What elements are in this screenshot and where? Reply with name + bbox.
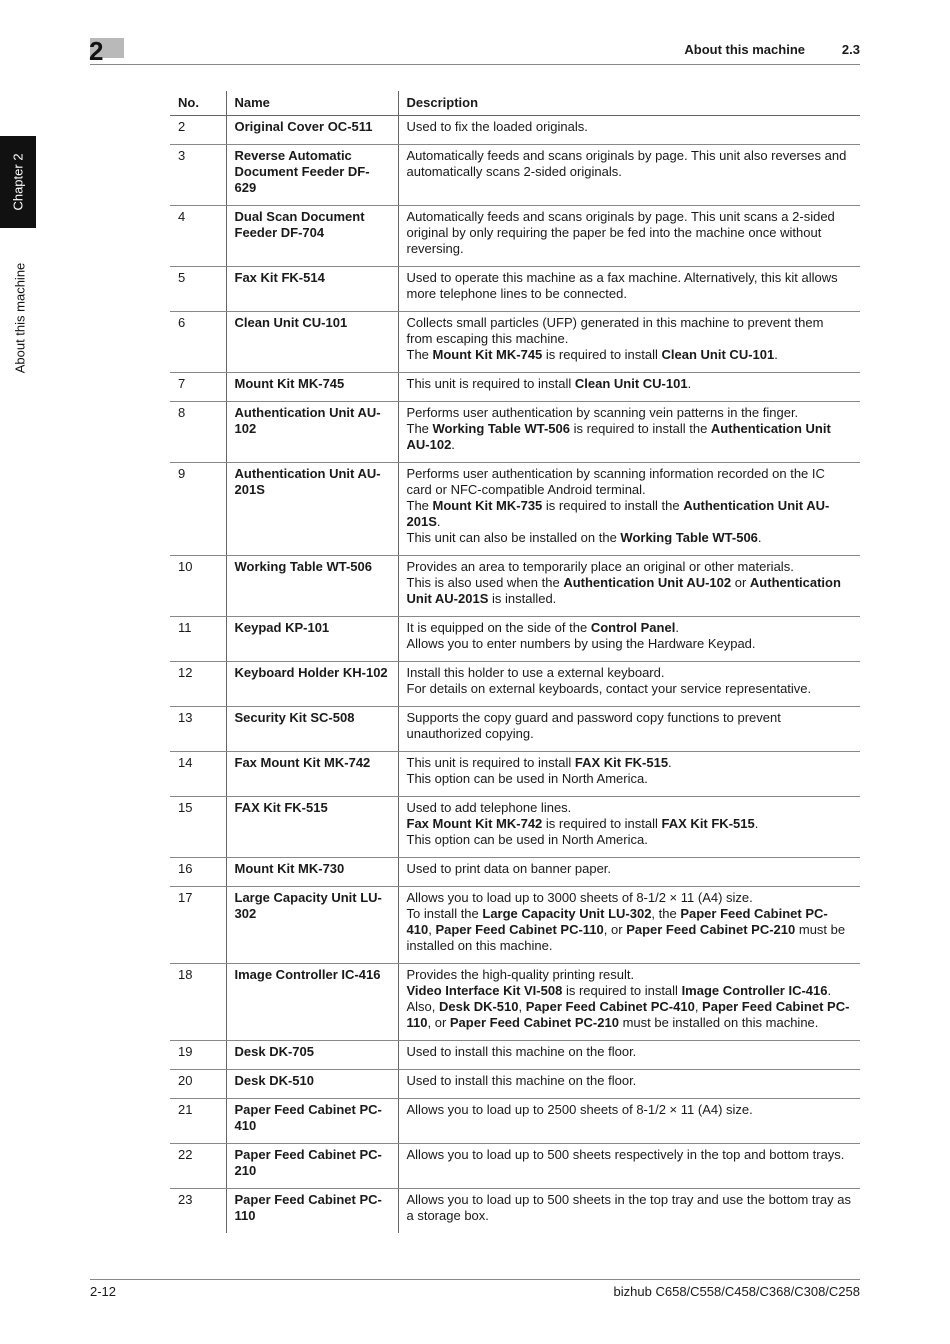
description-line (407, 1102, 853, 1118)
description-text: Allows you to enter numbers by using the Hardware Keypad. (406, 636, 756, 651)
description-text: must be installed on this machine. (618, 1015, 819, 1030)
option-description (398, 797, 860, 858)
row-number: 4 (170, 206, 226, 267)
description-text: Automatically feeds and scans originals by page. This unit scans a 2-sided original by only requiring the paper be fed into the machine once without reversing. (406, 209, 835, 256)
description-line (407, 1044, 853, 1060)
description-text: This unit is required to install (406, 755, 575, 770)
description-text: Used to fix the loaded originals. (406, 119, 588, 134)
row-number: 21 (170, 1099, 226, 1144)
description-line (407, 209, 853, 257)
table-row (170, 662, 860, 707)
description-text: Used to install this machine on the floor. (406, 1044, 637, 1059)
description-text: Used to operate this machine as a fax machine. Alternatively, this kit allows more telephone lines to be connected. (406, 270, 838, 301)
description-line (407, 119, 853, 135)
description-emphasis: Paper Feed Cabinet PC-110 (435, 922, 604, 937)
row-number: 15 (170, 797, 226, 858)
options-table (170, 91, 860, 1233)
option-name: Large Capacity Unit LU-302 (226, 887, 398, 964)
description-text: This option can be used in North America. (406, 771, 648, 786)
description-emphasis: Paper Feed Cabinet PC-210 (626, 922, 796, 937)
description-emphasis: Paper Feed Cabinet PC-410 (525, 999, 695, 1014)
option-name: Paper Feed Cabinet PC-210 (226, 1144, 398, 1189)
description-text: Allows you to load up to 2500 sheets of 8-1/2 × 11 (A4) size. (406, 1102, 753, 1117)
table-header-row (170, 91, 860, 116)
description-emphasis: Paper Feed Cabinet PC-210 (449, 1015, 619, 1030)
description-text: , (428, 922, 436, 937)
description-emphasis: Desk DK-510 (439, 999, 519, 1014)
description-line (407, 270, 853, 302)
footer-page-number: 2-12 (90, 1284, 117, 1299)
description-text: Used to add telephone lines. (406, 800, 572, 815)
option-description (398, 1070, 860, 1099)
description-line (407, 376, 853, 392)
table-row (170, 707, 860, 752)
option-description (398, 752, 860, 797)
table-row (170, 116, 860, 145)
description-text: must be installed on this machine. (406, 922, 846, 953)
description-line (407, 636, 853, 652)
option-name: Keyboard Holder KH-102 (226, 662, 398, 707)
description-text: , (694, 999, 703, 1014)
description-line (407, 575, 853, 607)
option-description (398, 267, 860, 312)
column-header-name: Name (226, 91, 398, 116)
description-text: is installed. (488, 591, 557, 606)
option-name: Keypad KP-101 (226, 617, 398, 662)
description-text: Performs user authentication by scanning vein patterns in the finger. (406, 405, 799, 420)
description-text: , the (651, 906, 681, 921)
description-text: . (668, 755, 672, 770)
description-text: is required to install the (570, 421, 711, 436)
table-body (170, 116, 860, 1234)
description-emphasis: Authentication Unit AU-102 (406, 421, 831, 452)
description-text: The (406, 347, 433, 362)
table-row (170, 1144, 860, 1189)
table-row (170, 373, 860, 402)
description-line (407, 148, 853, 180)
description-line (407, 498, 853, 530)
description-line (407, 771, 853, 787)
section-side-label: About this machine (12, 262, 28, 374)
option-description (398, 373, 860, 402)
description-text: To install the (406, 906, 483, 921)
row-number: 9 (170, 463, 226, 556)
option-name: Authentication Unit AU-201S (226, 463, 398, 556)
option-name: Reverse Automatic Document Feeder DF-629 (226, 145, 398, 206)
description-emphasis: Large Capacity Unit LU-302 (482, 906, 652, 921)
description-text: , (518, 999, 526, 1014)
description-text: Allows you to load up to 3000 sheets of 8-1/2 × 11 (A4) size. (406, 890, 753, 905)
row-number: 16 (170, 858, 226, 887)
description-text: This option can be used in North America. (406, 832, 648, 847)
table-row (170, 556, 860, 617)
table-row (170, 463, 860, 556)
description-text: Collects small particles (UFP) generated in this machine to prevent them from escaping this machine. (406, 315, 824, 346)
description-text: The (406, 498, 433, 513)
option-description (398, 617, 860, 662)
description-line (407, 710, 853, 742)
description-text: For details on external keyboards, contact your service representative. (406, 681, 812, 696)
description-line (407, 1147, 853, 1163)
option-description (398, 116, 860, 145)
table-row (170, 267, 860, 312)
description-text: . (436, 514, 441, 529)
option-description (398, 707, 860, 752)
description-emphasis: Image Controller IC-416 (681, 983, 828, 998)
option-name: Original Cover OC-511 (226, 116, 398, 145)
description-emphasis: FAX Kit FK-515 (574, 755, 669, 770)
description-emphasis: Paper Feed Cabinet PC-410 (406, 906, 828, 937)
chapter-number: 2 (89, 36, 104, 66)
description-line (407, 466, 853, 498)
description-emphasis: Paper Feed Cabinet PC-110 (406, 999, 850, 1030)
option-name: Fax Mount Kit MK-742 (226, 752, 398, 797)
description-emphasis: Video Interface Kit VI-508 (406, 983, 563, 998)
table-row (170, 312, 860, 373)
description-text: This unit can also be installed on the (406, 530, 621, 545)
description-text: , or (427, 1015, 450, 1030)
description-line (407, 530, 853, 546)
description-line (407, 405, 853, 421)
table-row (170, 617, 860, 662)
header-title: About this machine (684, 42, 805, 57)
row-number: 8 (170, 402, 226, 463)
description-line (407, 347, 853, 363)
description-text: . (754, 816, 759, 831)
description-emphasis: Authentication Unit AU-201S (406, 498, 830, 529)
description-text: Automatically feeds and scans originals by page. This unit also reverses and automatically scans 2-sided originals. (406, 148, 847, 179)
column-header-no: No. (170, 91, 226, 116)
description-text: is required to install (542, 816, 662, 831)
option-description (398, 1144, 860, 1189)
description-line (407, 315, 853, 347)
description-line (407, 755, 853, 771)
description-text: is required to install (562, 983, 682, 998)
option-description (398, 145, 860, 206)
option-description (398, 1041, 860, 1070)
description-text: . (675, 620, 679, 635)
table-row (170, 1070, 860, 1099)
description-line (407, 832, 853, 848)
option-description (398, 463, 860, 556)
description-text: Allows you to load up to 500 sheets respectively in the top and bottom trays. (406, 1147, 845, 1162)
description-line (407, 1073, 853, 1089)
row-number: 11 (170, 617, 226, 662)
option-name: Security Kit SC-508 (226, 707, 398, 752)
row-number: 6 (170, 312, 226, 373)
description-emphasis: Authentication Unit AU-102 (563, 575, 732, 590)
description-line (407, 559, 853, 575)
option-description (398, 1099, 860, 1144)
table-row (170, 858, 860, 887)
description-text: Supports the copy guard and password copy functions to prevent unauthorized copying. (406, 710, 781, 741)
description-text: Allows you to load up to 500 sheets in the top tray and use the bottom tray as a storage box. (406, 1192, 851, 1223)
option-name: Paper Feed Cabinet PC-110 (226, 1189, 398, 1234)
description-text: Provides the high-quality printing result. (406, 967, 635, 982)
description-emphasis: Working Table WT-506 (620, 530, 758, 545)
row-number: 13 (170, 707, 226, 752)
description-emphasis: Authentication Unit AU-201S (406, 575, 841, 606)
description-line (407, 906, 853, 954)
table-row (170, 1041, 860, 1070)
row-number: 18 (170, 964, 226, 1041)
description-text: is required to install the (542, 498, 684, 513)
option-description (398, 887, 860, 964)
description-emphasis: Fax Mount Kit MK-742 (406, 816, 543, 831)
description-line (407, 816, 853, 832)
footer-divider (90, 1279, 860, 1280)
row-number: 7 (170, 373, 226, 402)
row-number: 19 (170, 1041, 226, 1070)
table-row (170, 1099, 860, 1144)
row-number: 10 (170, 556, 226, 617)
row-number: 14 (170, 752, 226, 797)
description-text: , or (603, 922, 627, 937)
row-number: 5 (170, 267, 226, 312)
option-name: Desk DK-705 (226, 1041, 398, 1070)
option-description (398, 556, 860, 617)
description-line (407, 1192, 853, 1224)
description-text: . (774, 347, 778, 362)
option-name: Desk DK-510 (226, 1070, 398, 1099)
row-number: 17 (170, 887, 226, 964)
row-number: 22 (170, 1144, 226, 1189)
table-row (170, 145, 860, 206)
option-description (398, 206, 860, 267)
description-line (407, 681, 853, 697)
description-text: Performs user authentication by scanning information recorded on the IC card or NFC-compatible Android terminal. (406, 466, 825, 497)
description-line (407, 890, 853, 906)
description-text: . (757, 530, 762, 545)
description-emphasis: Control Panel (590, 620, 676, 635)
description-emphasis: FAX Kit FK-515 (661, 816, 755, 831)
description-text: . (451, 437, 455, 452)
row-number: 2 (170, 116, 226, 145)
table-row (170, 887, 860, 964)
description-text: This unit is required to install (406, 376, 575, 391)
description-text: It is equipped on the side of the (406, 620, 591, 635)
description-text: or (731, 575, 750, 590)
description-line (407, 800, 853, 816)
header-section-number: 2.3 (841, 42, 860, 57)
description-emphasis: Working Table WT-506 (432, 421, 570, 436)
option-description (398, 312, 860, 373)
option-description (398, 1189, 860, 1234)
description-text: This is also used when the (406, 575, 564, 590)
description-line (407, 421, 853, 453)
row-number: 20 (170, 1070, 226, 1099)
option-name: Mount Kit MK-730 (226, 858, 398, 887)
option-name: Dual Scan Document Feeder DF-704 (226, 206, 398, 267)
option-name: Image Controller IC-416 (226, 964, 398, 1041)
description-line (407, 665, 853, 681)
description-emphasis: Mount Kit MK-745 (432, 347, 543, 362)
description-text: . Also, (406, 983, 832, 1014)
option-description (398, 858, 860, 887)
table-row (170, 964, 860, 1041)
description-emphasis: Mount Kit MK-735 (432, 498, 543, 513)
table-row (170, 752, 860, 797)
description-emphasis: Clean Unit CU-101 (574, 376, 688, 391)
description-text: Used to install this machine on the floor. (406, 1073, 637, 1088)
description-text: Install this holder to use a external keyboard. (406, 665, 665, 680)
description-line (407, 620, 853, 636)
description-line (407, 983, 853, 1031)
column-header-description: Description (398, 91, 860, 116)
option-name: Authentication Unit AU-102 (226, 402, 398, 463)
description-text: Used to print data on banner paper. (406, 861, 612, 876)
table-row (170, 402, 860, 463)
option-name: Mount Kit MK-745 (226, 373, 398, 402)
description-line (407, 967, 853, 983)
option-description (398, 662, 860, 707)
option-description (398, 402, 860, 463)
description-text: . (687, 376, 692, 391)
option-description (398, 964, 860, 1041)
description-line (407, 861, 853, 877)
option-name: Fax Kit FK-514 (226, 267, 398, 312)
header-divider (90, 64, 860, 65)
table-row (170, 206, 860, 267)
row-number: 23 (178, 1192, 193, 1207)
option-name: FAX Kit FK-515 (226, 797, 398, 858)
row-number: 3 (170, 145, 226, 206)
table-row (170, 797, 860, 858)
table-row (170, 1189, 860, 1234)
option-name: Clean Unit CU-101 (226, 312, 398, 373)
row-number: 12 (170, 662, 226, 707)
option-name: Working Table WT-506 (226, 556, 398, 617)
description-text: The (406, 421, 433, 436)
description-text: is required to install (542, 347, 662, 362)
chapter-side-tab-label: Chapter 2 (10, 153, 26, 211)
description-text: Provides an area to temporarily place an original or other materials. (406, 559, 794, 574)
description-emphasis: Clean Unit CU-101 (661, 347, 775, 362)
option-name: Paper Feed Cabinet PC-410 (226, 1099, 398, 1144)
footer-model-name: bizhub C658/C558/C458/C368/C308/C258 (613, 1284, 860, 1299)
